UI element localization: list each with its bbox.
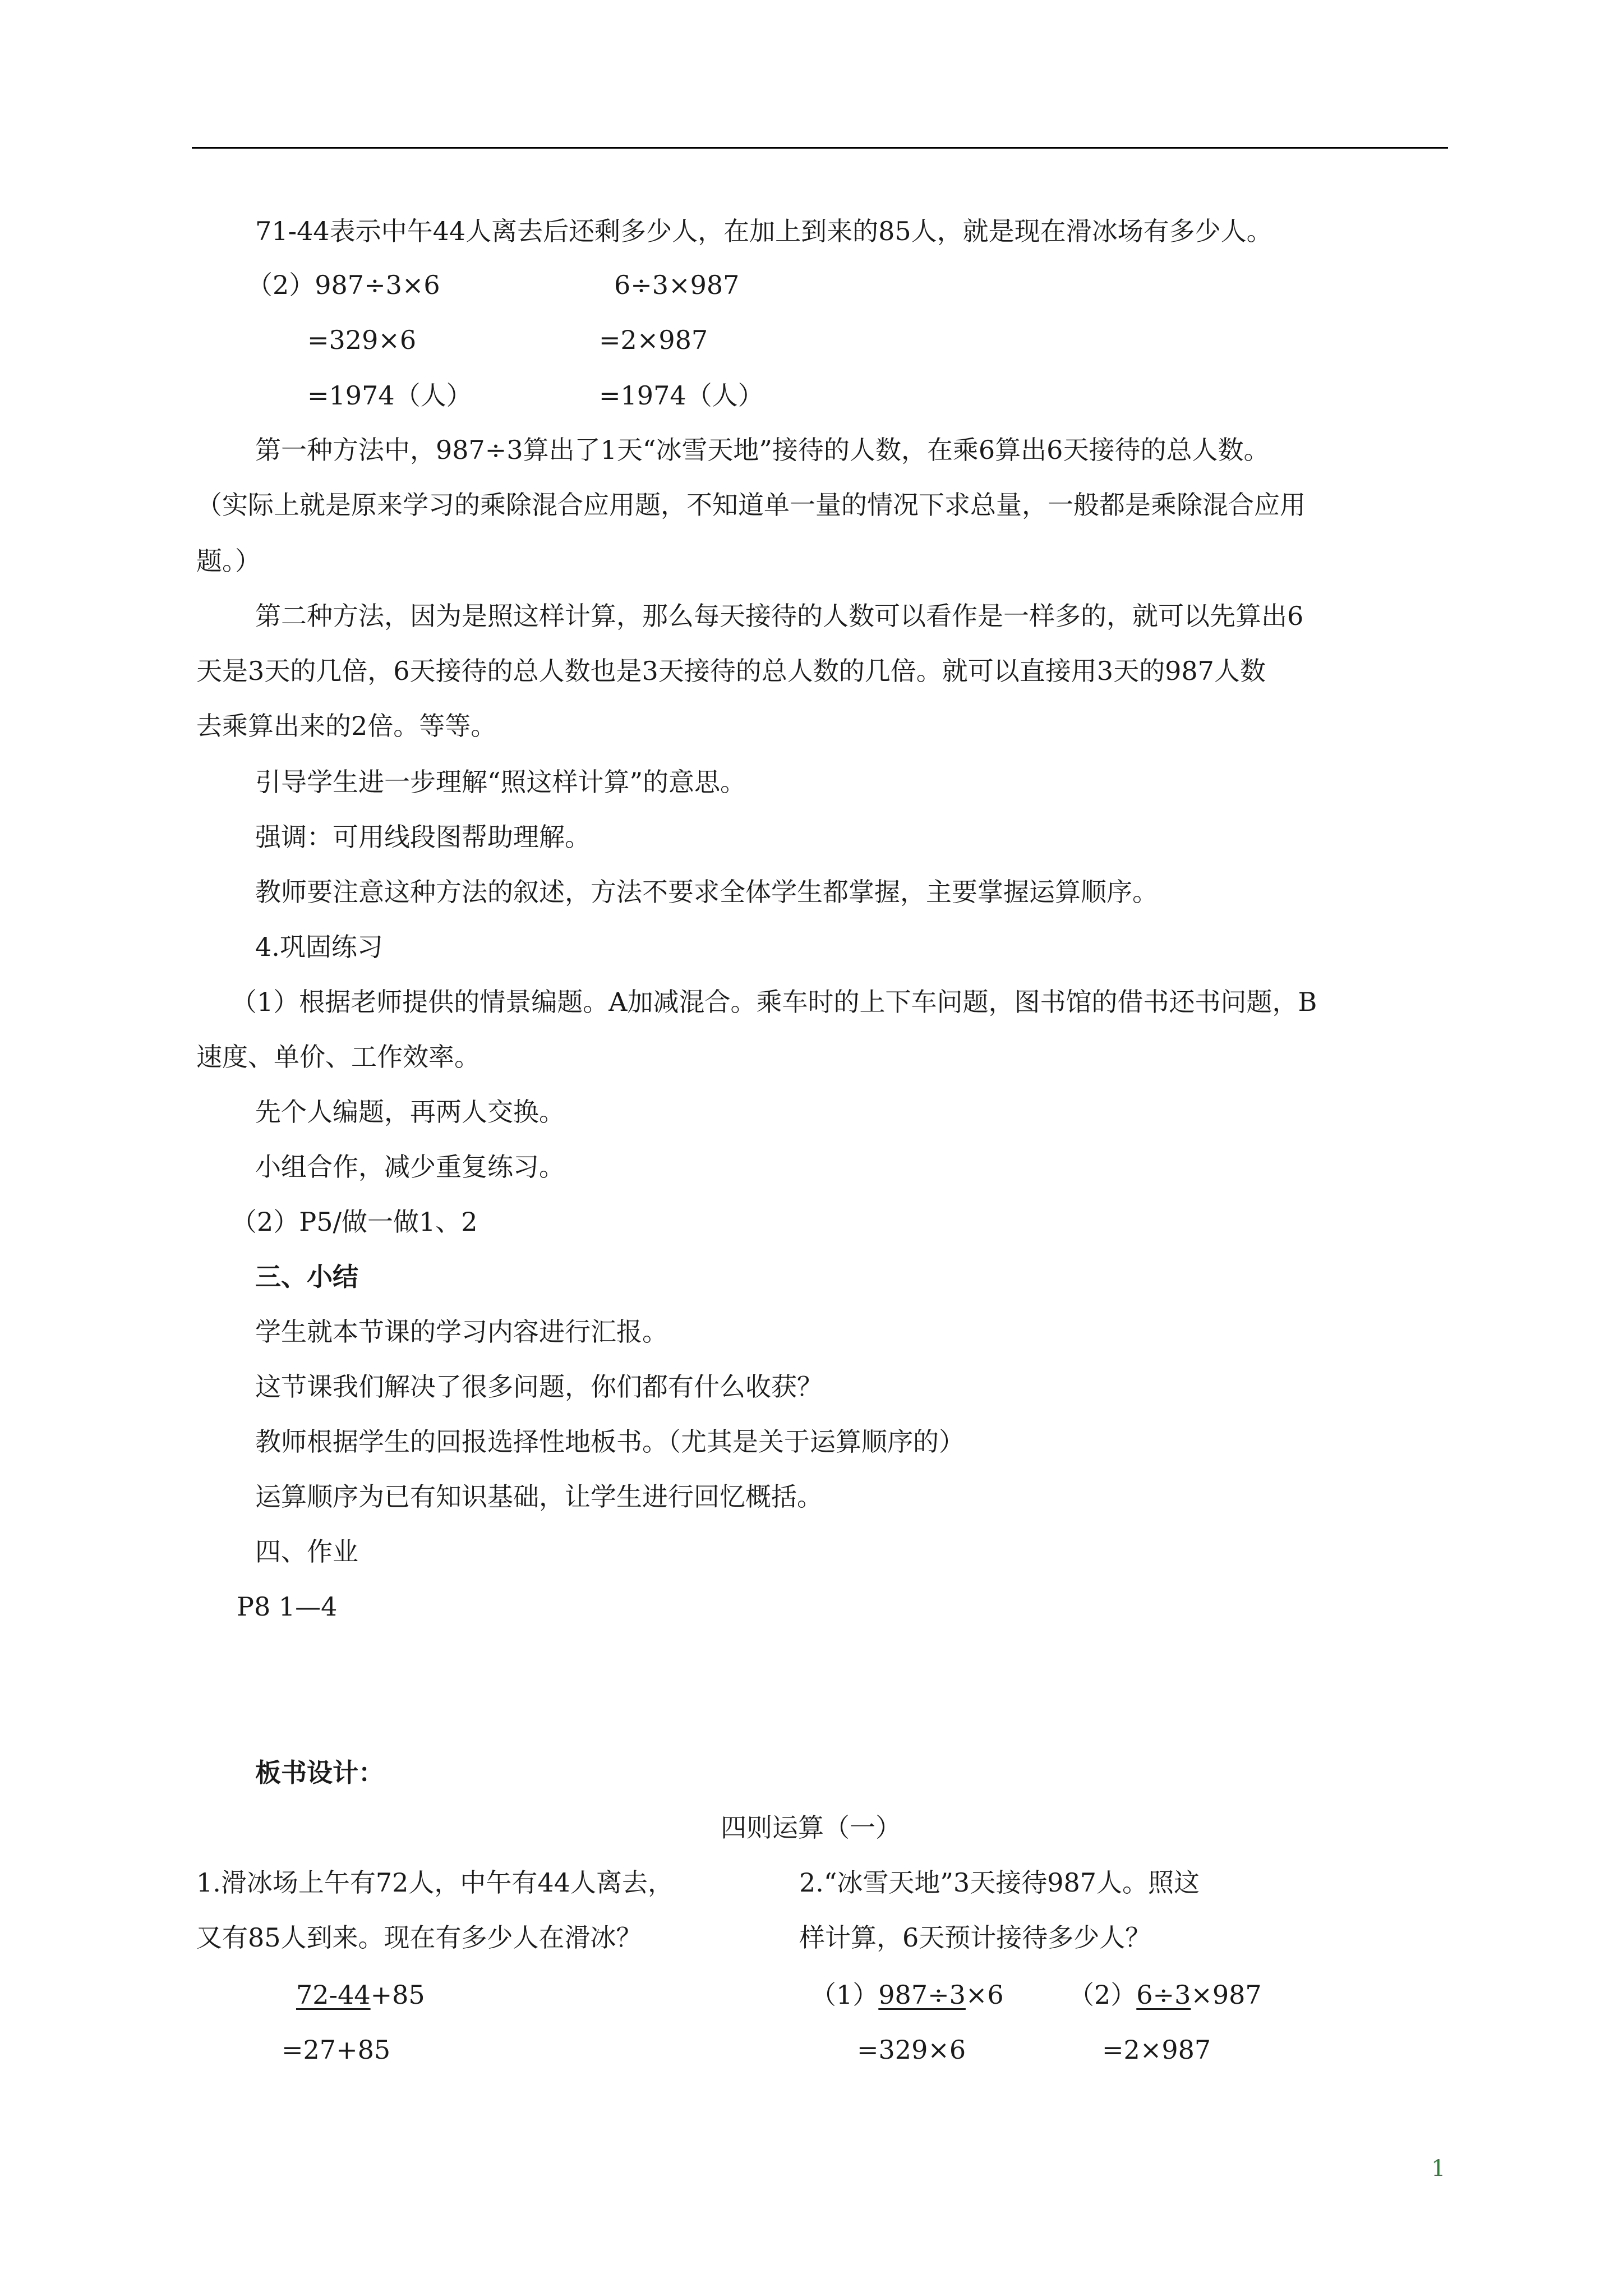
board-right-question: 2.“冰雪天地”3天接待987人。照这 (799, 1867, 1200, 1898)
paragraph-line: 天是3天的几倍，6天接待的总人数也是3天接待的总人数的几倍。就可以直接用3天的987人数 (196, 656, 1266, 686)
method-2b-result: =1974（人） (599, 380, 764, 411)
method-prefix: （2） (1068, 1980, 1137, 2010)
board-right-step-2: =2×987 (1102, 2035, 1211, 2065)
paragraph-line: 学生就本节课的学习内容进行汇报。 (255, 1317, 668, 1347)
homework-line: P8 1—4 (237, 1591, 338, 1622)
method-2a-expression: （2）987÷3×6 (247, 270, 440, 300)
paragraph-line: 这节课我们解决了很多问题，你们都有什么收获？ (255, 1372, 823, 1402)
paragraph-line: 第一种方法中，987÷3算出了1天“冰雪天地”接待的人数，在乘6算出6天接待的总人数。 (255, 435, 1270, 465)
method-2a-result: =1974（人） (307, 380, 472, 411)
board-left-question: 1.滑冰场上午有72人，中午有44人离去， (196, 1867, 674, 1898)
paragraph-line: 教师要注意这种方法的叙述，方法不要求全体学生都掌握，主要掌握运算顺序。 (255, 877, 1158, 907)
expression-rest: ×6 (965, 1980, 1004, 2010)
section-heading: 四、作业 (255, 1536, 358, 1567)
board-left-question: 又有85人到来。现在有多少人在滑冰？ (196, 1922, 642, 1953)
paragraph-line: 71-44表示中午44人离去后还剩多少人，在加上到来的85人，就是现在滑冰场有多少人。 (255, 216, 1272, 246)
method-2b-step: =2×987 (599, 325, 708, 355)
board-left-step: =27+85 (282, 2035, 391, 2065)
paragraph-line: 教师根据学生的回报选择性地板书。（尤其是关于运算顺序的） (255, 1427, 965, 1457)
expression-rest: +85 (370, 1980, 425, 2010)
board-left-expression (296, 1978, 425, 2012)
section-heading: 三、小结 (255, 1262, 358, 1292)
expression-rest: ×987 (1191, 1980, 1262, 2010)
header-rule (192, 147, 1448, 149)
method-2b-expression: 6÷3×987 (614, 270, 740, 300)
paragraph-line: 先个人编题，再两人交换。 (255, 1097, 565, 1127)
paragraph-line: （2）P5/做一做1、2 (231, 1207, 478, 1237)
paragraph-line: 第二种方法，因为是照这样计算，那么每天接待的人数可以看作是一样多的，就可以先算出6 (255, 601, 1304, 631)
paragraph-line: 题。） (196, 546, 261, 576)
paragraph-line: 强调：可用线段图帮助理解。 (255, 822, 591, 852)
board-title: 四则运算（一） (721, 1812, 901, 1843)
section-heading: 4.巩固练习 (255, 932, 383, 962)
underlined-part: 6÷3 (1136, 1980, 1191, 2010)
paragraph-line: 速度、单价、工作效率。 (196, 1042, 480, 1072)
paragraph-line: （实际上就是原来学习的乘除混合应用题，不知道单一量的情况下求总量，一般都是乘除混合应用 (196, 490, 1306, 520)
paragraph-line: 去乘算出来的2倍。等等。 (196, 711, 497, 741)
board-heading: 板书设计： (255, 1757, 384, 1788)
page-number: 1 (1431, 2156, 1446, 2182)
board-right-step-1: =329×6 (857, 2035, 966, 2065)
underlined-part: 987÷3 (878, 1980, 966, 2010)
paragraph-line: 运算顺序为已有知识基础，让学生进行回忆概括。 (255, 1481, 823, 1512)
paragraph-line: 引导学生进一步理解“照这样计算”的意思。 (255, 767, 746, 797)
paragraph-line: （1）根据老师提供的情景编题。A加减混合。乘车时的上下车问题，图书馆的借书还书问题，B (231, 987, 1317, 1017)
board-right-method-1 (810, 1978, 1004, 2012)
underlined-part: 72-44 (296, 1980, 371, 2010)
method-prefix: （1） (810, 1980, 879, 2010)
paragraph-line: 小组合作，减少重复练习。 (255, 1152, 565, 1182)
method-2a-step: =329×6 (307, 325, 417, 355)
board-right-method-2 (1068, 1978, 1262, 2012)
board-right-question: 样计算，6天预计接待多少人？ (799, 1922, 1151, 1953)
